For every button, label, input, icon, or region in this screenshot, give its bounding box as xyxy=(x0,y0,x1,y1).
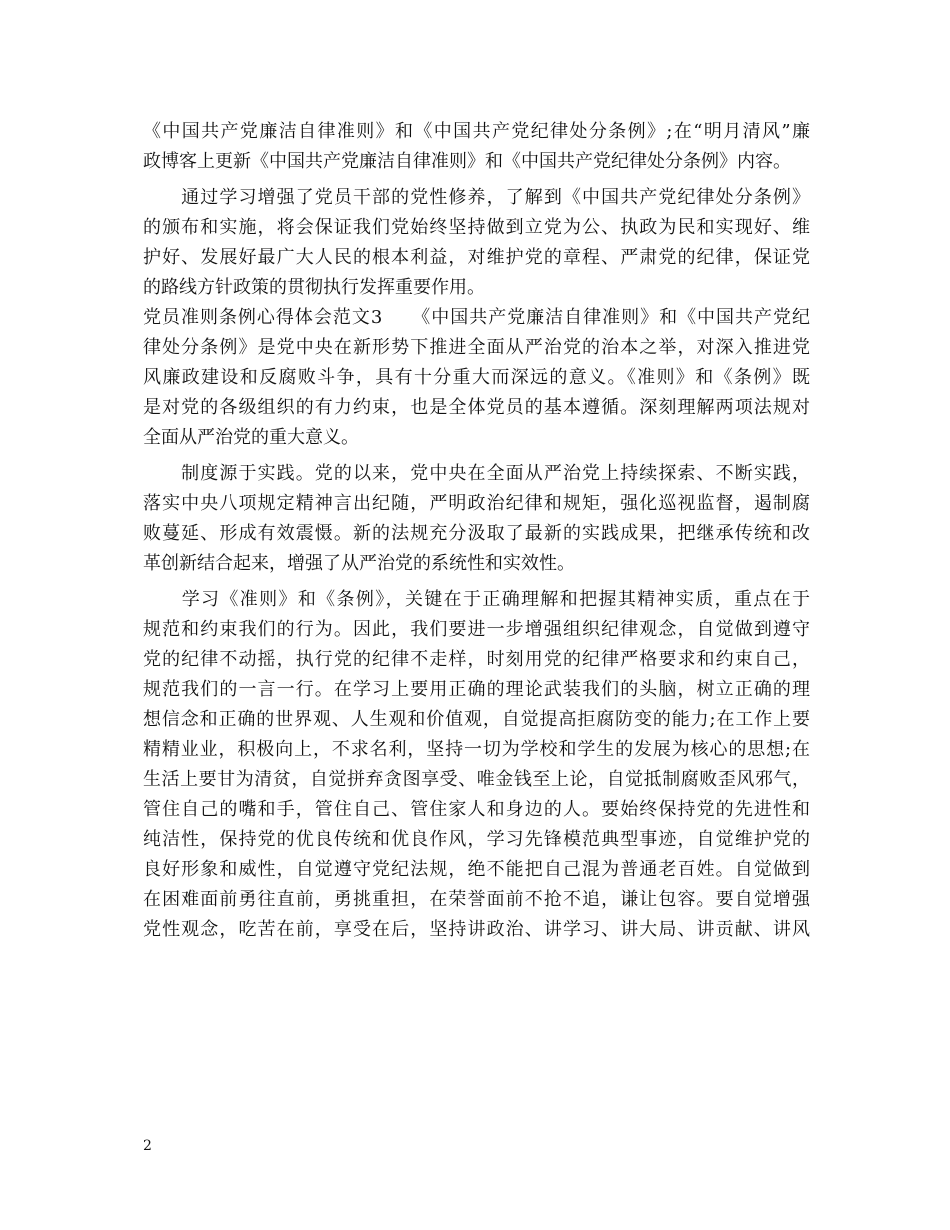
text-line: 在困难面前勇往直前，勇挑重担，在荣誉面前不抢不追，谦让包容。要自觉增强 xyxy=(143,889,810,910)
text-line: 护好、发展好最广大人民的根本利益，对维护党的章程、严肃党的纪律，保证党 xyxy=(143,247,810,268)
text-line: 管住自己的嘴和手，管住自己、管住家人和身边的人。要始终保持党的先进性和 xyxy=(143,799,810,820)
text-line: 良好形象和威性，自觉遵守党纪法规，绝不能把自己混为普通老百姓。自觉做到 xyxy=(143,859,810,880)
text-line: 学习《准则》和《条例》，关键在于正确理解和把握其精神实质，重点在于 xyxy=(143,589,810,610)
document-body xyxy=(143,117,810,945)
text-line: 精精业业，积极向上，不求名利，坚持一切为学校和学生的发展为核心的思想;在 xyxy=(143,739,810,760)
text-line: 败蔓延、形成有效震慑。新的法规充分汲取了最新的实践成果，把继承传统和改 xyxy=(143,523,810,544)
text-line: 规范我们的一言一行。在学习上要用正确的理论武装我们的头脑，树立正确的理 xyxy=(143,679,810,700)
text-line: 的颁布和实施，将会保证我们党始终坚持做到立党为公、执政为民和实现好、维 xyxy=(143,217,810,238)
paragraph xyxy=(143,183,810,453)
paragraph xyxy=(143,117,810,177)
text-line: 《中国共产党廉洁自律准则》和《中国共产党纪律处分条例》;在“明月清风”廉 xyxy=(143,121,810,142)
text-line: 落实中央八项规定精神言出纪随，严明政治纪律和规矩，强化巡视监督，遏制腐 xyxy=(143,493,810,514)
text-line: 党的纪律不动摇，执行党的纪律不走样，时刻用党的纪律严格要求和约束自己， xyxy=(143,649,810,670)
text-line: 律处分条例》是党中央在新形势下推进全面从严治党的治本之举，对深入推进党 xyxy=(143,337,810,358)
text-line: 党性观念，吃苦在前，享受在后，坚持讲政治、讲学习、讲大局、讲贡献、讲风 xyxy=(143,919,810,940)
page-number: 2 xyxy=(143,1138,152,1154)
text-line: 风廉政建设和反腐败斗争，具有十分重大而深远的意义。《准则》和《条例》既 xyxy=(143,367,810,388)
text-line: 政博客上更新《中国共产党廉洁自律准则》和《中国共产党纪律处分条例》内容。 xyxy=(143,151,791,172)
text-line: 制度源于实践。党的以来，党中央在全面从严治党上持续探索、不断实践， xyxy=(143,463,810,484)
text-line: 全面从严治党的重大意义。 xyxy=(143,427,359,448)
text-line: 纯洁性，保持党的优良传统和优良作风，学习先锋模范典型事迹，自觉维护党的 xyxy=(143,829,810,850)
text-line: 党员准则条例心得体会范文3 《中国共产党廉洁自律准则》和《中国共产党纪 xyxy=(143,307,810,328)
text-line: 是对党的各级组织的有力约束，也是全体党员的基本遵循。深刻理解两项法规对 xyxy=(143,397,810,418)
paragraph xyxy=(143,459,810,579)
text-line: 通过学习增强了党员干部的党性修养，了解到《中国共产党纪律处分条例》 xyxy=(143,187,810,208)
text-line: 规范和约束我们的行为。因此，我们要进一步增强组织纪律观念，自觉做到遵守 xyxy=(143,619,810,640)
text-line: 革创新结合起来，增强了从严治党的系统性和实效性。 xyxy=(143,553,575,574)
paragraph xyxy=(143,585,810,945)
text-line: 想信念和正确的世界观、人生观和价值观，自觉提高拒腐防变的能力;在工作上要 xyxy=(143,709,810,730)
text-line: 的路线方针政策的贯彻执行发挥重要作用。 xyxy=(143,277,485,298)
text-line: 生活上要甘为清贫，自觉拼弃贪图享受、唯金钱至上论，自觉抵制腐败歪风邪气， xyxy=(143,769,810,790)
